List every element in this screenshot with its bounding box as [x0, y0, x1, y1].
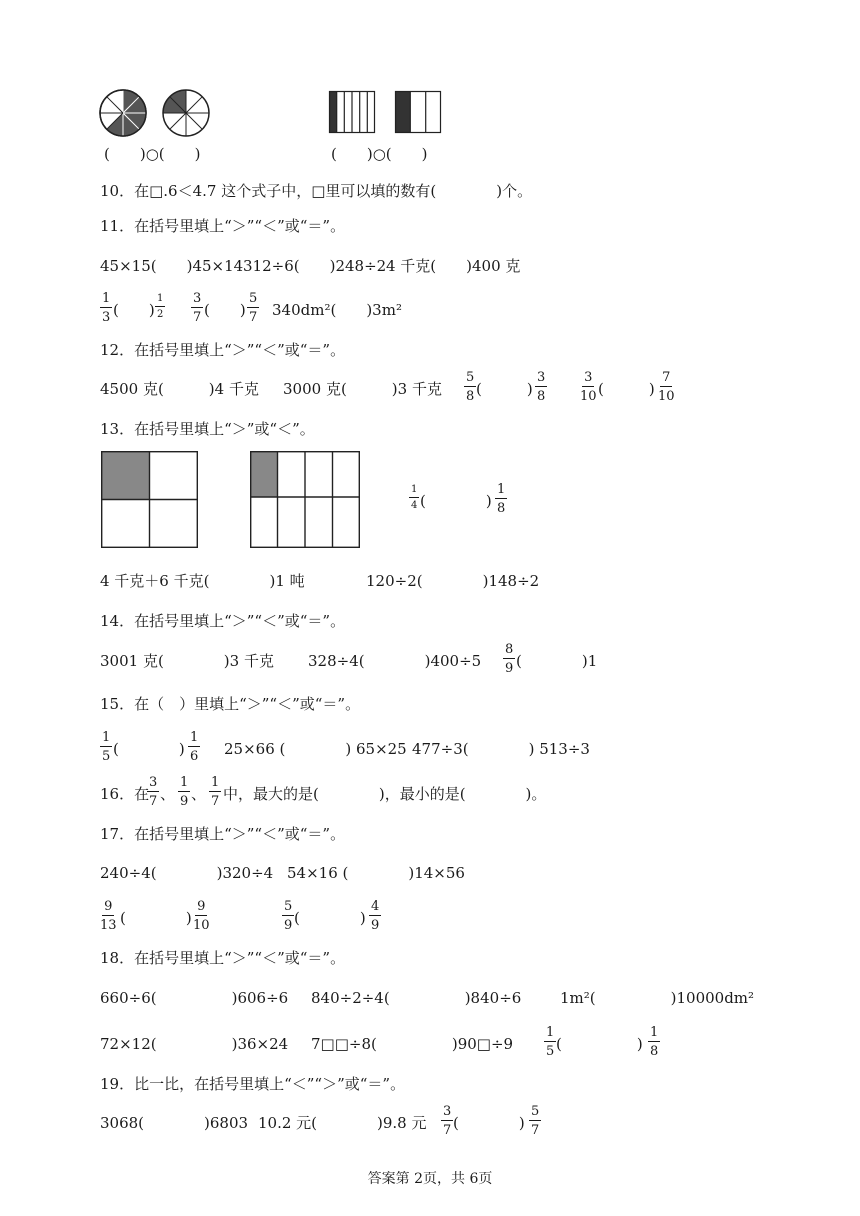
q11-title: 11．在括号里填上“＞”“＜”或“＝”。: [100, 217, 346, 235]
q11-item1: 45×15( )45×14: [100, 257, 244, 275]
q16-fraction: $\frac{1}{9}$: [180, 775, 189, 809]
q15-item2: 25×66 ( ) 65×25: [224, 740, 407, 758]
fig-compare-right: ( )○( ): [331, 145, 428, 163]
q12-title: 12．在括号里填上“＞”“＜”或“＝”。: [100, 341, 346, 359]
q16-fraction: $\frac{3}{7}$: [149, 775, 158, 809]
grid-eighth-figure: [250, 451, 360, 548]
q18-item5: 7□□÷8( )90□÷9: [311, 1035, 514, 1053]
q11-fraction: $\frac{1}{2}$: [157, 293, 164, 320]
q16-separator: 、: [191, 785, 207, 803]
page-footer: 答案第 2页，共 6页: [367, 1171, 493, 1187]
q19-title: 19．比一比，在括号里填上“＜”“＞”或“＝”。: [100, 1075, 406, 1093]
q13-paren: ( ): [420, 492, 492, 510]
q17-fraction: $\frac{5}{9}$: [284, 899, 293, 933]
q11-fraction: $\frac{3}{7}$: [193, 291, 202, 325]
fig-compare-left: ( )○( ): [104, 145, 201, 163]
q11-paren: ( ): [204, 301, 246, 319]
q14-item3: ( )1: [516, 652, 598, 670]
q11-item2: 312÷6( )248÷2: [243, 257, 387, 275]
q18-item2: 840÷2÷4( )840÷6: [311, 989, 522, 1007]
q17-title: 17．在括号里填上“＞”“＜”或“＝”。: [100, 825, 346, 843]
grid-quarter-figure: [101, 451, 198, 548]
q14-item1: 3001 克( )3 千克: [100, 652, 274, 670]
bar-figure-left: [329, 91, 375, 133]
q16-text: 中，最大的是( )，最小的是( )。: [223, 785, 547, 803]
q17-item2: 54×16 ( )14×56: [287, 864, 465, 882]
bar-figure-right: [395, 91, 441, 133]
q15-paren: ( ): [113, 740, 185, 758]
q11-paren: ( ): [113, 301, 155, 319]
q12-paren: ( ): [598, 380, 655, 398]
q18-paren: ( ): [556, 1035, 643, 1053]
q19-item2: 10.2 元( )9.8 元: [258, 1114, 427, 1132]
circle-figure-left: [98, 88, 148, 138]
q16-separator: 、: [160, 785, 176, 803]
q15-title: 15．在（ ）里填上“＞”“＜”或“＝”。: [100, 695, 361, 713]
q12-fraction: $\frac{5}{8}$: [466, 370, 475, 404]
q13-title: 13．在括号里填上“＞”或“＜”。: [100, 420, 315, 438]
q19-item1: 3068( )6803: [100, 1114, 249, 1132]
q12-fraction: $\frac{3}{10}$: [580, 370, 597, 404]
q12-paren: ( ): [476, 380, 533, 398]
q14-title: 14．在括号里填上“＞”“＜”或“＝”。: [100, 612, 346, 630]
q18-item1: 660÷6( )606÷6: [100, 989, 289, 1007]
q19-fraction: $\frac{5}{7}$: [531, 1104, 540, 1138]
q13-fraction: $\frac{1}{4}$: [411, 484, 418, 511]
q19-paren: ( ): [453, 1114, 525, 1132]
q17-paren: ( ): [120, 909, 192, 927]
q13-item1: 4 千克＋6 千克( )1 吨: [100, 572, 305, 590]
q17-paren: ( ): [294, 909, 366, 927]
q17-fraction: $\frac{9}{13}$: [100, 899, 117, 933]
q11-item3: 4 千克( )400 克: [386, 257, 521, 275]
circle-figure-right: [161, 88, 211, 138]
q10-text: 10．在□.6＜4.7 这个式子中，□里可以填的数有( )个。: [100, 182, 533, 200]
q14-fraction: $\frac{8}{9}$: [505, 642, 514, 676]
q17-fraction: $\frac{4}{9}$: [371, 899, 380, 933]
q13-item2: 120÷2( )148÷2: [366, 572, 540, 590]
q12-item2: 3000 克( )3 千克: [283, 380, 442, 398]
q12-item1: 4500 克( )4 千克: [100, 380, 259, 398]
q12-fraction: $\frac{3}{8}$: [537, 370, 546, 404]
q12-fraction: $\frac{7}{10}$: [658, 370, 675, 404]
q11-fraction: $\frac{1}{3}$: [102, 291, 111, 325]
q17-fraction: $\frac{9}{10}$: [193, 899, 210, 933]
q19-fraction: $\frac{3}{7}$: [443, 1104, 452, 1138]
q18-title: 18．在括号里填上“＞”“＜”或“＝”。: [100, 949, 346, 967]
q14-item2: 328÷4( )400÷5: [308, 652, 482, 670]
q18-item4: 72×12( )36×24: [100, 1035, 289, 1053]
q18-fraction: $\frac{1}{8}$: [650, 1025, 659, 1059]
q15-fraction: $\frac{1}{5}$: [102, 730, 111, 764]
q18-fraction: $\frac{1}{5}$: [546, 1025, 555, 1059]
q13-fraction: $\frac{1}{8}$: [497, 482, 506, 516]
q11-fraction: $\frac{5}{7}$: [249, 291, 258, 325]
q16-fraction: $\frac{1}{7}$: [211, 775, 220, 809]
q15-fraction: $\frac{1}{6}$: [190, 730, 199, 764]
q16-prefix: 16．在: [100, 785, 150, 803]
q17-item1: 240÷4( )320÷4: [100, 864, 274, 882]
q15-item3: 477÷3( ) 513÷3: [412, 740, 590, 758]
q11-item-area: 340dm²( )3m²: [272, 301, 402, 319]
q18-item3: 1m²( )10000dm²: [560, 989, 755, 1007]
